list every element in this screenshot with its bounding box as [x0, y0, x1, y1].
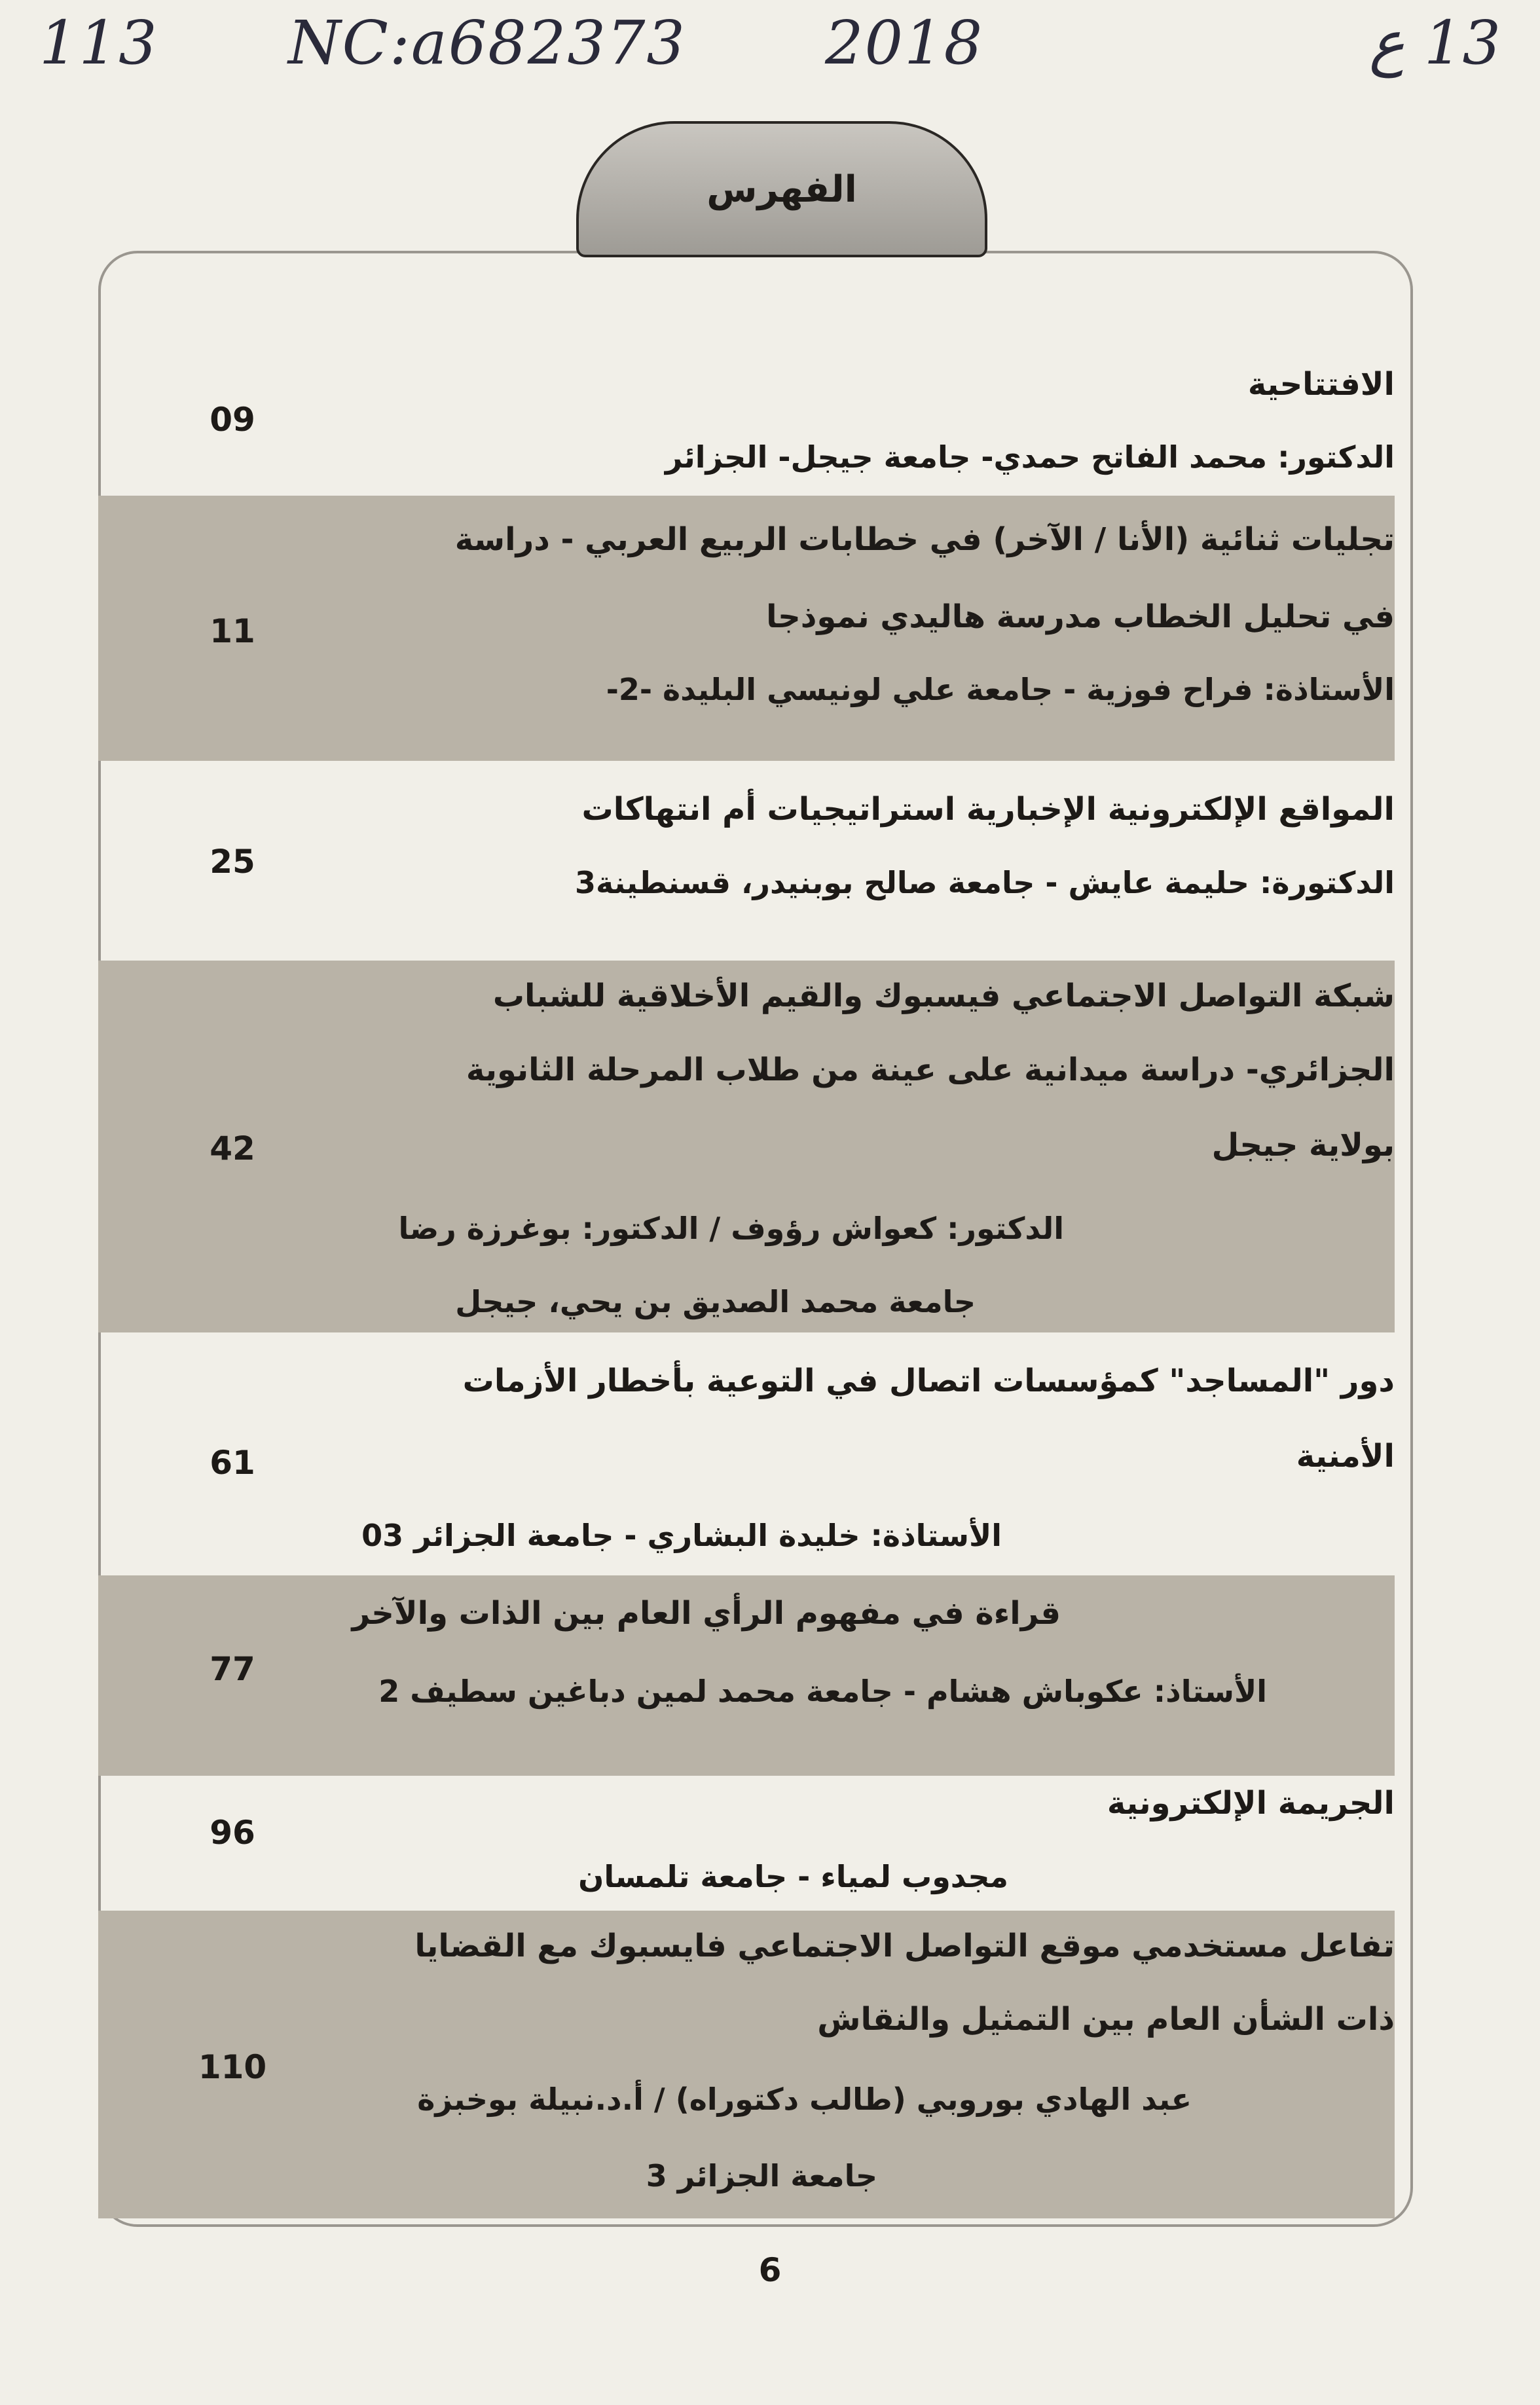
- entry-title-line2: الأمنية: [1296, 1438, 1395, 1475]
- handwritten-year: 2018: [825, 8, 984, 78]
- entry-page-number: 110: [198, 2048, 267, 2086]
- entry-author: الدكتور: محمد الفاتح حمدي- جامعة جيجل- الجزائر: [665, 439, 1395, 475]
- entry-page-number: 77: [210, 1650, 255, 1688]
- entry-title: الجريمة الإلكترونية: [1107, 1785, 1395, 1822]
- entry-affiliation: جامعة محمد الصديق بن يحي، جيجل: [455, 1284, 976, 1319]
- entry-page-number: 42: [210, 1129, 255, 1167]
- entry-author: الأستاذ: عكوباش هشام - جامعة محمد لمين دباغين سطيف 2: [378, 1674, 1267, 1709]
- index-header-tab: [576, 121, 987, 257]
- entry-page-number: 11: [210, 612, 255, 650]
- handwritten-issue-number: 13 ع: [1368, 8, 1501, 78]
- entry-title: شبكة التواصل الاجتماعي فيسبوك والقيم الأخلاقية للشباب: [492, 978, 1395, 1014]
- entry-title-line2: ذات الشأن العام بين التمثيل والنقاش: [817, 2001, 1395, 2038]
- entry-author: الدكتور: كعواش رؤوف / الدكتور: بوغرزة رضا: [398, 1211, 1064, 1246]
- entry-author: الأستاذة: فراح فوزية - جامعة علي لونيسي البليدة -2-: [606, 672, 1395, 707]
- entry-author: الأستاذة: خليدة البشاري - جامعة الجزائر 03: [361, 1518, 1002, 1553]
- entry-title: قراءة في مفهوم الرأي العام بين الذات والآخر: [352, 1595, 1061, 1632]
- entry-title: تجليات ثنائية (الأنا / الآخر) في خطابات الربيع العربي - دراسة: [454, 521, 1395, 558]
- entry-title: تفاعل مستخدمي موقع التواصل الاجتماعي فايسبوك مع القضايا: [414, 1928, 1395, 1964]
- entry-title: دور "المساجد" كمؤسسات اتصال في التوعية بأخطار الأزمات: [462, 1363, 1395, 1399]
- entry-title: المواقع الإلكترونية الإخبارية استراتيجيات أم انتهاكات: [581, 791, 1395, 828]
- entry-title-line2: في تحليل الخطاب مدرسة هاليدي نموذجا: [766, 598, 1395, 635]
- entry-author: عبد الهادي بوروبي (طالب دكتوراه) / أ.د.نبيلة بوخبزة: [417, 2082, 1192, 2117]
- entry-author: مجدوب لمياء - جامعة تلمسان: [578, 1859, 1008, 1894]
- handwritten-nc-code: NC:a682373: [288, 8, 686, 78]
- handwritten-catalog-number: 113: [39, 8, 158, 78]
- entry-page-number: 96: [210, 1814, 255, 1852]
- entry-author: الدكتورة: حليمة عايش - جامعة صالح بوبنيدر، قسنطينة3: [574, 865, 1395, 900]
- entry-title-line3: بولاية جيجل: [1211, 1127, 1395, 1164]
- entry-title-line2: الجزائري- دراسة ميدانية على عينة من طلاب المرحلة الثانوية: [466, 1052, 1395, 1088]
- entry-page-number: 25: [210, 843, 255, 881]
- entry-affiliation: جامعة الجزائر 3: [646, 2158, 877, 2194]
- entry-page-number: 09: [210, 401, 255, 439]
- footer-page-number: 6: [758, 2251, 782, 2289]
- page-title: الفهرس: [706, 168, 857, 211]
- entry-title: الافتتاحية: [1247, 366, 1395, 403]
- entry-page-number: 61: [210, 1444, 255, 1482]
